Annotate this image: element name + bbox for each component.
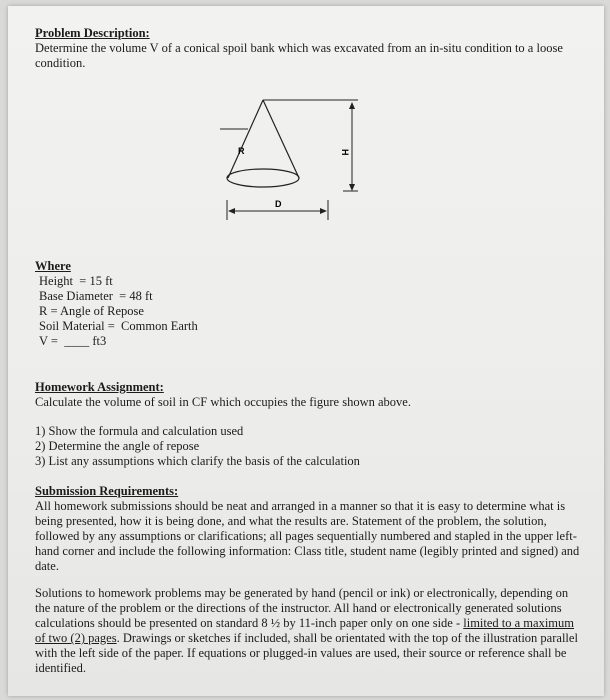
submission-para-1: All homework submissions should be neat and arranged in a manner so that it is easy to determine what is being presented, how it is being done, and what the results are. Statement of the problem, the solution, followed by any assumptions or clarifications; all pages sequentially numbered and stapled in the upper left-hand corner and include the following information: Class title, student name (legibly printed and signed) and date. (35, 499, 580, 573)
label-h: H (340, 149, 350, 156)
where-section (35, 259, 583, 349)
problem-heading: Problem Description: (35, 26, 150, 40)
cone-left-side (228, 100, 263, 178)
homework-text: Calculate the volume of soil in CF which occupies the figure shown above. (35, 395, 411, 409)
submission-heading: Submission Requirements: (35, 484, 179, 498)
h-arrow-head-top (349, 102, 355, 109)
cone-right-side (263, 100, 299, 178)
where-volume: V = ____ ft3 (39, 334, 107, 348)
submission-para-2-start: Solutions to homework problems may be generated by hand (pencil or ink) or electronically, depending on the nature of the problem or the directions of the instructor. All hand or electronically generated solutions calculations should be presented on standard 8 ½ by 11-inch paper only on one side - (35, 586, 569, 630)
problem-text: Determine the volume V of a conical spoil bank which was excavated from an in-situ condition to a loose condition. (35, 41, 563, 70)
submission-para-2 (35, 586, 583, 676)
homework-item-3: 3) List any assumptions which clarify the basis of the calculation (35, 454, 360, 468)
d-arrow-head-right (320, 208, 327, 214)
homework-item-1: 1) Show the formula and calculation used (35, 424, 244, 438)
submission-para-2-end: . Drawings or sketches if included, shall be orientated with the top of the illustration parallel with the left side of the paper. If equations or plugged-in values are used, their source or reference shall be identified. (35, 631, 578, 675)
label-d: D (275, 199, 282, 209)
where-height: Height = 15 ft (39, 274, 113, 288)
document-page (8, 6, 604, 696)
where-soil: Soil Material = Common Earth (39, 319, 198, 333)
label-r: R (238, 146, 245, 156)
problem-section (35, 26, 583, 71)
where-heading: Where (35, 259, 71, 273)
where-diameter: Base Diameter = 48 ft (39, 289, 153, 303)
cone-figure (198, 94, 378, 234)
d-arrow-head-left (228, 208, 235, 214)
cone-base (227, 169, 299, 187)
homework-heading: Homework Assignment: (35, 380, 164, 394)
h-arrow-head-bottom (349, 184, 355, 191)
homework-item-2: 2) Determine the angle of repose (35, 439, 200, 453)
homework-section (35, 380, 583, 469)
submission-page-limit: limited to a maximum of two (2) pages (35, 616, 574, 645)
submission-section (35, 484, 583, 676)
where-angle: R = Angle of Repose (39, 304, 144, 318)
